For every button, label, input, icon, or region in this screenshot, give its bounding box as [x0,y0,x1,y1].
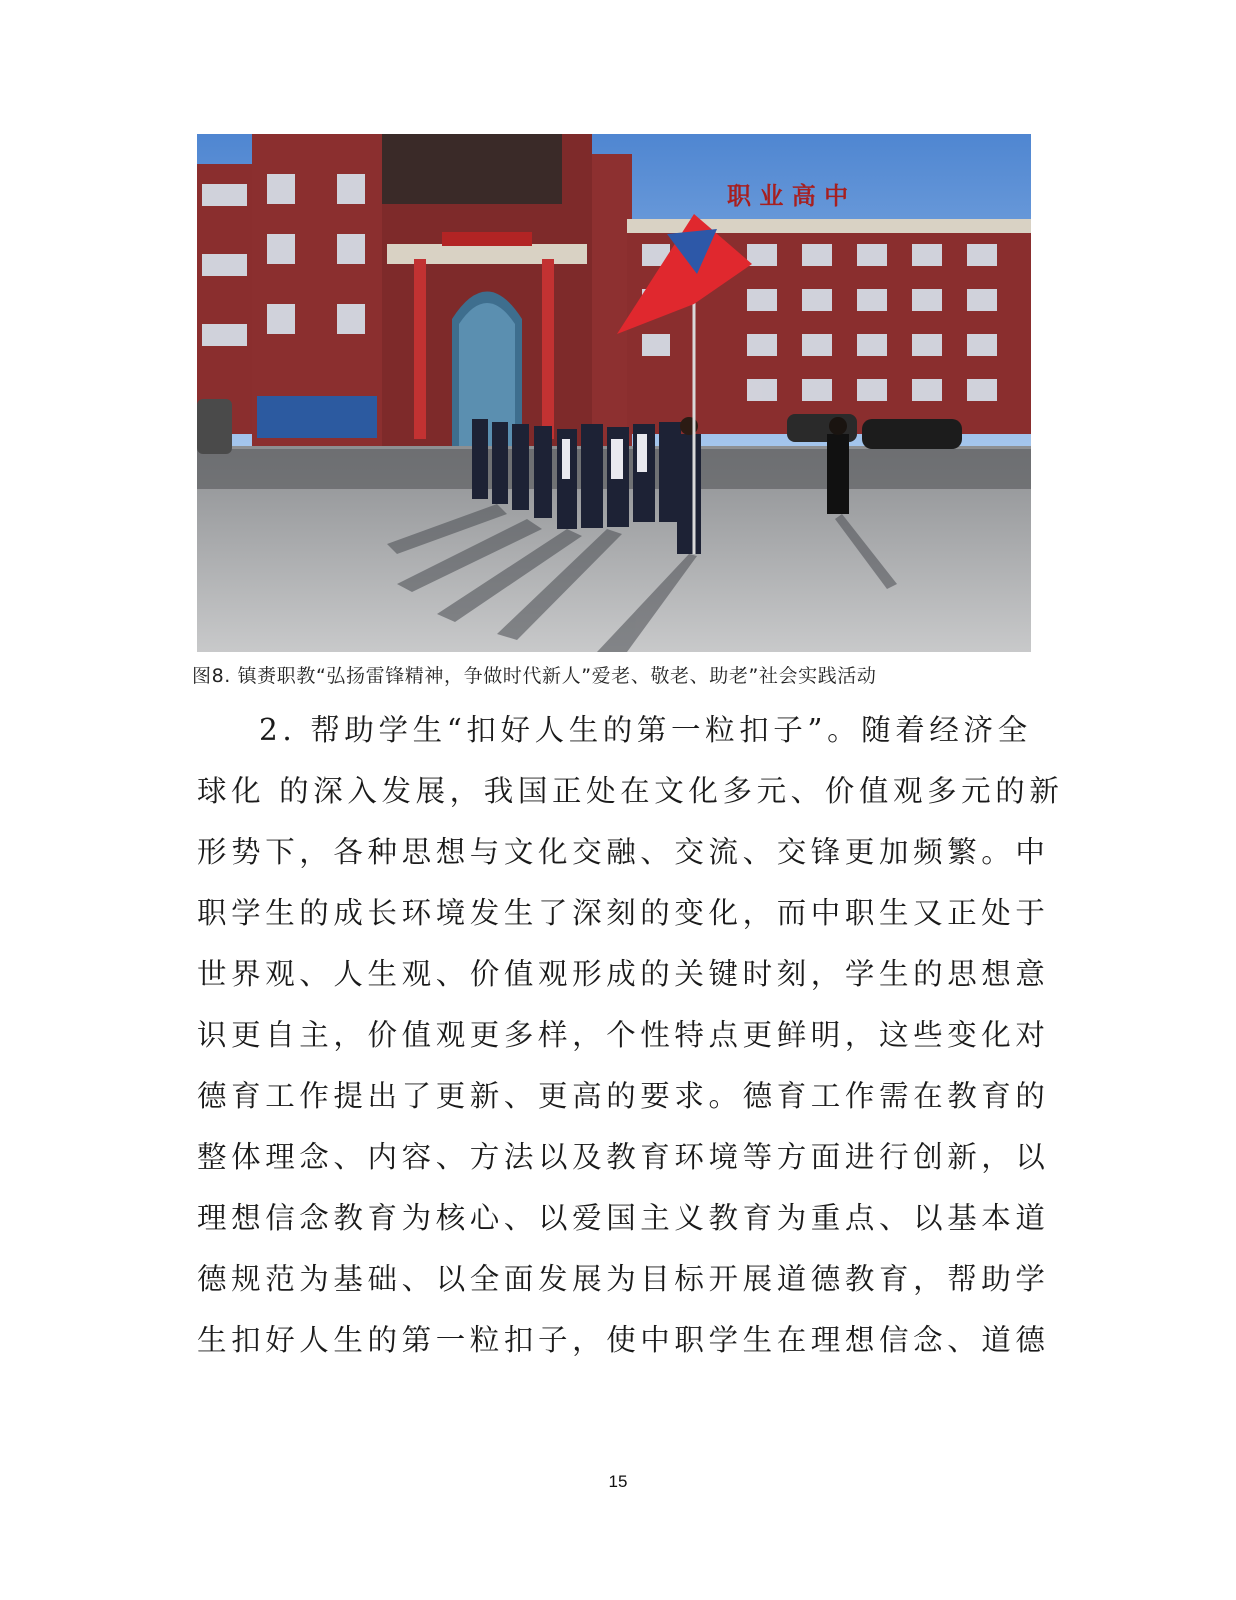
paragraph-line: 球化 的深入发展，我国正处在文化多元、价值观多元的新 [197,774,1064,808]
sign-text: 职 业 高 中 [727,182,849,210]
paragraph-line: 德规范为基础、以全面发展为目标开展道德教育，帮助学 [197,1262,1050,1296]
paragraph-line: 形势下，各种思想与文化交融、交流、交锋更加频繁。中 [197,835,1050,869]
paragraph-line: 德育工作提出了更新、更高的要求。德育工作需在教育的 [197,1079,1050,1113]
paragraph-line: 理想信念教育为核心、以爱国主义教育为重点、以基本道 [197,1201,1050,1235]
paragraph-line: 整体理念、内容、方法以及教育环境等方面进行创新，以 [197,1140,1050,1174]
page-number: 15 [608,1472,628,1491]
paragraph-line: 生扣好人生的第一粒扣子，使中职学生在理想信念、道德 [197,1323,1050,1357]
figure-caption: 图8. 镇赉职教“弘扬雷锋精神，争做时代新人”爱老、敬老、助老”社会实践活动 [192,665,877,687]
paragraph-line: 世界观、人生观、价值观形成的关键时刻，学生的思想意 [197,957,1050,991]
paragraph-line: 职学生的成长环境发生了深刻的变化，而中职生又正处于 [197,896,1050,930]
activity-photo [197,134,1031,652]
school-building-photo [197,134,1031,652]
paragraph-line: 2. 帮助学生“扣好人生的第一粒扣子”。随着经济全 [259,713,1032,747]
body-paragraph [197,700,1064,1371]
paragraph-line: 识更自主，价值观更多样，个性特点更鲜明，这些变化对 [197,1018,1050,1052]
